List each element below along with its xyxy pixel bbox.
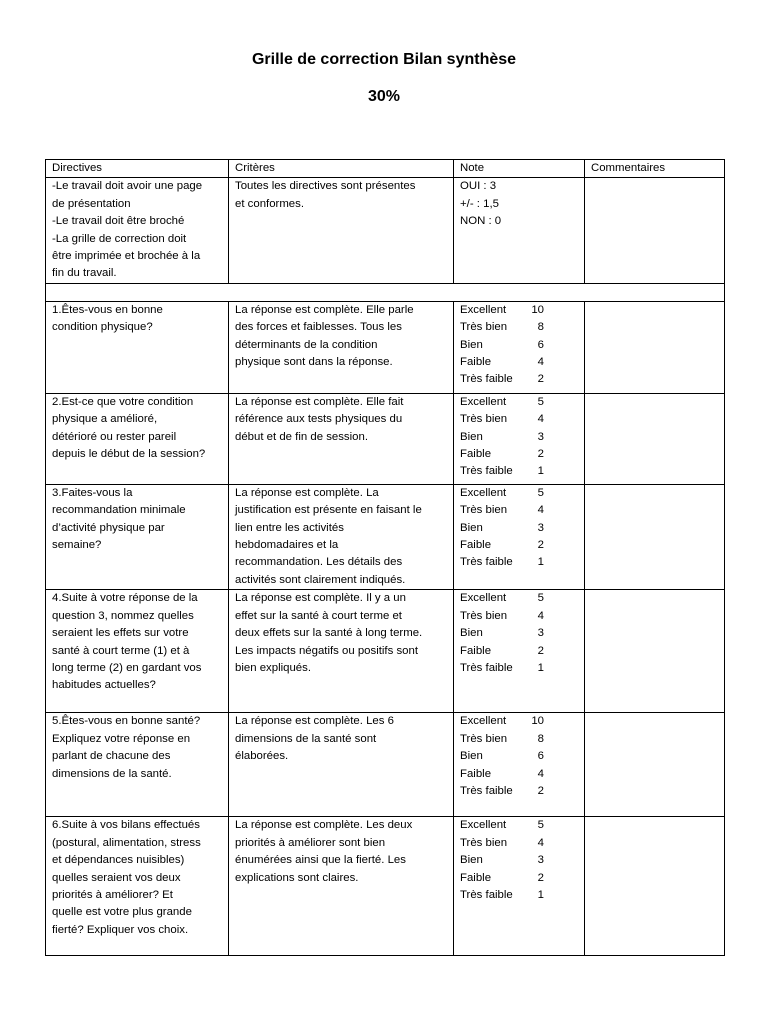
comment-cell [585, 590, 725, 713]
score-value: 5 [537, 486, 544, 499]
question-cell: 3.Faites-vous la recommandation minimale d’activité physique par semaine? [46, 484, 229, 589]
score-line [460, 394, 580, 411]
score-label: Bien [460, 627, 483, 640]
score-value: 1 [537, 661, 544, 674]
score-line [460, 371, 580, 388]
score-cell [454, 301, 585, 393]
criteria-cell: La réponse est complète. Les deux priorités à améliorer sont bien énumérées ainsi que la fierté. Les explications sont claires. [229, 817, 454, 956]
score-value: 2 [537, 644, 544, 657]
spacer-row [46, 283, 725, 301]
score-line [460, 748, 580, 765]
score-label: Très faible [460, 661, 513, 674]
question-cell: 2.Est-ce que votre condition physique a amélioré, détérioré ou rester pareil depuis le début de la session? [46, 393, 229, 484]
score-value: 3 [537, 627, 544, 640]
score-value: 2 [537, 871, 544, 884]
comment-cell [585, 178, 725, 283]
score-line [460, 463, 580, 480]
criteria-cell: La réponse est complète. La justification est présente en faisant le lien entre les activités hebdomadaires et la recommandation. Les détails des activités sont clairement indiqués. [229, 484, 454, 589]
spacer-cell [46, 283, 725, 301]
score-label: Faible [460, 356, 492, 369]
score-line [460, 537, 580, 554]
criteria-cell: La réponse est complète. Elle fait référence aux tests physiques du début et de fin de session. [229, 393, 454, 484]
score-value: 3 [537, 854, 544, 867]
score-label: Excellent [460, 395, 507, 408]
score-line [460, 319, 580, 336]
score-line [460, 835, 580, 852]
header-row [46, 160, 725, 178]
score-label: Excellent [460, 715, 507, 728]
score-label: Faible [460, 539, 492, 552]
table-row [46, 713, 725, 817]
score-label: Bien [460, 521, 483, 534]
score-label: Faible [460, 448, 492, 461]
table-row [46, 590, 725, 713]
score-line [460, 590, 580, 607]
score-value: 1 [537, 556, 544, 569]
score-value: 8 [537, 732, 544, 745]
header-criteria: Critères [229, 160, 454, 178]
score-line [460, 887, 580, 904]
score-line [460, 817, 580, 834]
note-cell: OUI : 3 +/- : 1,5 NON : 0 [454, 178, 585, 283]
score-line [460, 625, 580, 642]
score-label: Bien [460, 338, 483, 351]
score-value: 2 [537, 784, 544, 797]
score-value: 2 [537, 539, 544, 552]
score-label: Excellent [460, 592, 507, 605]
score-line [460, 766, 580, 783]
table-row [46, 484, 725, 589]
score-label: Bien [460, 430, 483, 443]
score-line [460, 411, 580, 428]
question-cell: 1.Êtes-vous en bonne condition physique? [46, 301, 229, 393]
score-label: Faible [460, 767, 492, 780]
score-value: 5 [537, 395, 544, 408]
question-cell: 5.Êtes-vous en bonne santé? Expliquez votre réponse en parlant de chacune des dimensions de la santé. [46, 713, 229, 817]
score-label: Très faible [460, 556, 513, 569]
score-value: 1 [537, 888, 544, 901]
score-label: Bien [460, 854, 483, 867]
score-label: Très faible [460, 465, 513, 478]
score-line [460, 485, 580, 502]
table-row [46, 393, 725, 484]
score-label: Excellent [460, 486, 507, 499]
table-row [46, 817, 725, 956]
score-value: 8 [537, 321, 544, 334]
score-line [460, 446, 580, 463]
score-value: 2 [537, 448, 544, 461]
criteria-cell: La réponse est complète. Les 6 dimensions de la santé sont élaborées. [229, 713, 454, 817]
score-value: 4 [537, 767, 544, 780]
score-value: 3 [537, 430, 544, 443]
score-label: Très bien [460, 609, 508, 622]
score-cell [454, 817, 585, 956]
criteria-cell: La réponse est complète. Elle parle des forces et faiblesses. Tous les déterminants de la condition physique sont dans la réponse. [229, 301, 454, 393]
page-title: Grille de correction Bilan synthèse [251, 51, 517, 68]
score-line [460, 783, 580, 800]
score-label: Très bien [460, 321, 508, 334]
table-row [46, 301, 725, 393]
score-value: 5 [537, 592, 544, 605]
directive-cell: -Le travail doit avoir une page de présentation -Le travail doit être broché -La grille de correction doit être imprimée et brochée à la fin du travail. [46, 178, 229, 283]
score-line [460, 520, 580, 537]
score-line [460, 502, 580, 519]
score-label: Très faible [460, 784, 513, 797]
question-cell: 4.Suite à votre réponse de la question 3, nommez quelles seraient les effets sur votre santé à court terme (1) et à long terme (2) en gardant vos habitudes actuelles? [46, 590, 229, 713]
score-value: 6 [537, 338, 544, 351]
table-row-intro [46, 178, 725, 283]
score-line [460, 354, 580, 371]
score-line [460, 713, 580, 730]
score-value: 3 [537, 521, 544, 534]
score-value: 10 [531, 303, 544, 316]
score-label: Faible [460, 644, 492, 657]
grading-table [45, 159, 725, 956]
score-line [460, 554, 580, 571]
score-line [460, 337, 580, 354]
score-value: 4 [537, 836, 544, 849]
score-value: 10 [531, 715, 544, 728]
score-label: Faible [460, 871, 492, 884]
score-line [460, 660, 580, 677]
score-label: Excellent [460, 303, 507, 316]
score-value: 4 [537, 609, 544, 622]
score-label: Excellent [460, 819, 507, 832]
score-cell [454, 484, 585, 589]
score-cell [454, 713, 585, 817]
score-line [460, 643, 580, 660]
comment-cell [585, 301, 725, 393]
score-line [460, 302, 580, 319]
weight-percentage: 30% [367, 88, 401, 105]
score-value: 6 [537, 750, 544, 763]
score-label: Très bien [460, 413, 508, 426]
score-value: 4 [537, 504, 544, 517]
score-line [460, 429, 580, 446]
score-value: 5 [537, 819, 544, 832]
comment-cell [585, 484, 725, 589]
score-label: Très faible [460, 888, 513, 901]
comment-cell [585, 713, 725, 817]
header-comments: Commentaires [585, 160, 725, 178]
comment-cell [585, 817, 725, 956]
score-label: Très bien [460, 836, 508, 849]
criteria-cell: La réponse est complète. Il y a un effet sur la santé à court terme et deux effets sur la santé à long terme. Les impacts négatifs ou positifs sont bien expliqués. [229, 590, 454, 713]
score-value: 4 [537, 356, 544, 369]
score-label: Très bien [460, 732, 508, 745]
question-cell: 6.Suite à vos bilans effectués (postural, alimentation, stress et dépendances nuisibles) quelles seraient vos deux priorités à améliorer? Et quelle est votre plus grande fierté? Expliquer vos choix. [46, 817, 229, 956]
score-line [460, 852, 580, 869]
header-note: Note [454, 160, 585, 178]
score-cell [454, 393, 585, 484]
score-label: Très faible [460, 373, 513, 386]
score-line [460, 608, 580, 625]
score-value: 2 [537, 373, 544, 386]
comment-cell [585, 393, 725, 484]
criteria-cell: Toutes les directives sont présentes et conformes. [229, 178, 454, 283]
score-line [460, 731, 580, 748]
score-label: Bien [460, 750, 483, 763]
score-line [460, 870, 580, 887]
header-directives: Directives [46, 160, 229, 178]
score-label: Très bien [460, 504, 508, 517]
score-value: 1 [537, 465, 544, 478]
score-cell [454, 590, 585, 713]
score-value: 4 [537, 413, 544, 426]
